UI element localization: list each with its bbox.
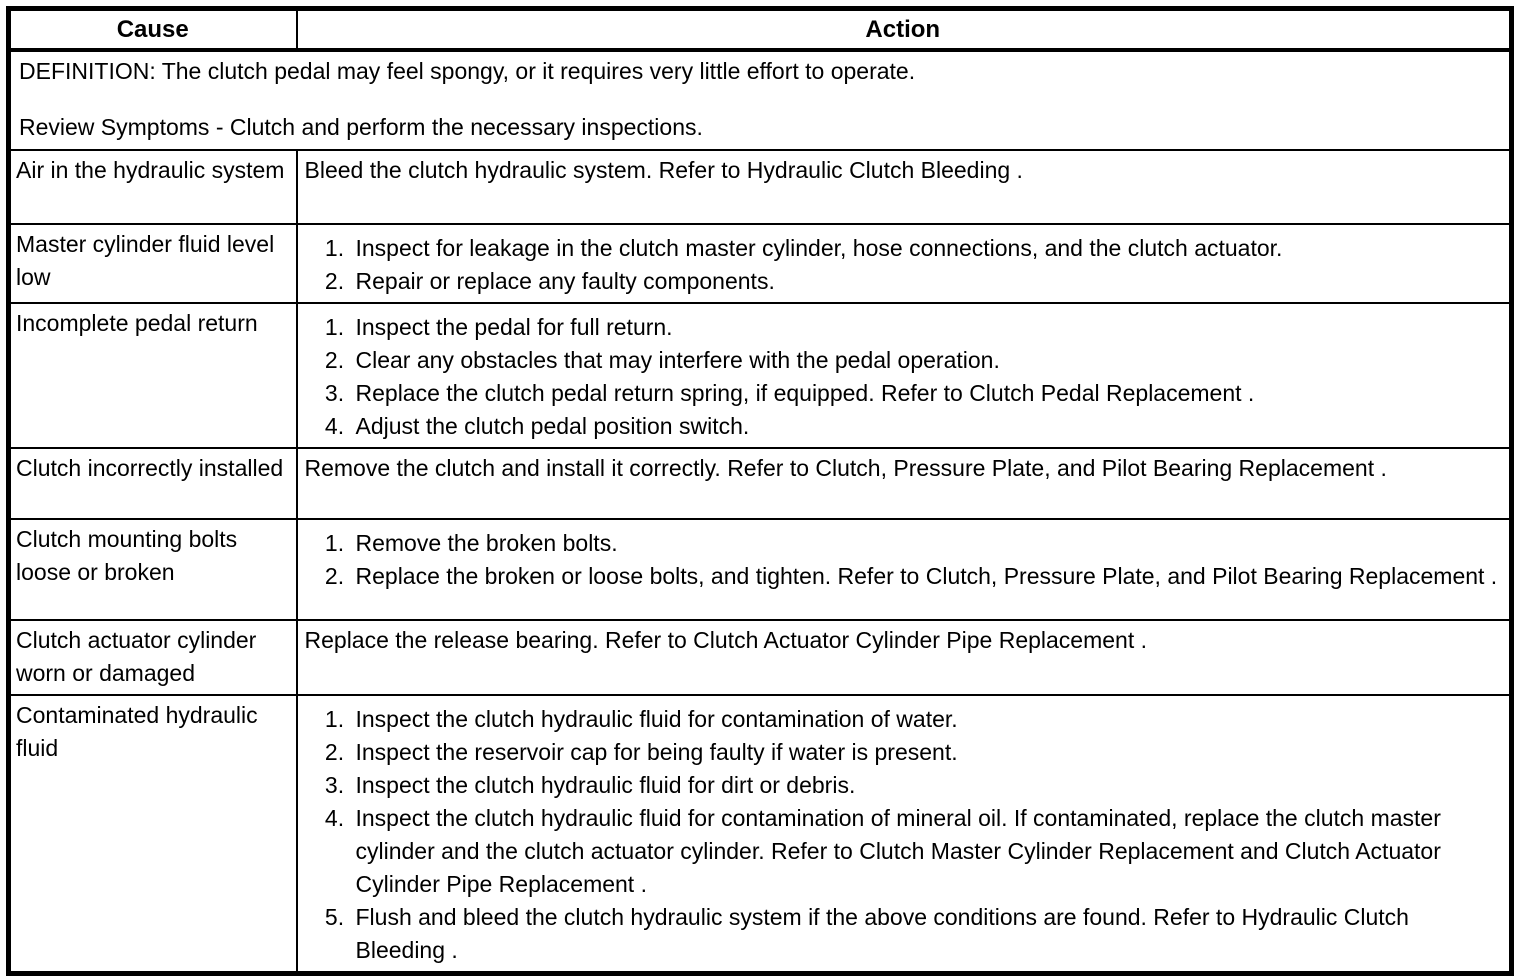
action-step: 2. Inspect the reservoir cap for being faulty if water is present. [351,736,1504,769]
action-step: 4. Adjust the clutch pedal position switch. [351,410,1504,443]
action-cell: Bleed the clutch hydraulic system. Refer to Hydraulic Clutch Bleeding . [297,150,1512,224]
cause-cell: Clutch incorrectly installed [9,448,297,519]
cause-cell: Air in the hydraulic system [9,150,297,224]
action-step: 1. Inspect for leakage in the clutch master cylinder, hose connections, and the clutch actuator. [351,232,1504,265]
table-row [9,519,1512,620]
table-header-row [9,9,1512,51]
action-steps-list [303,699,1504,967]
action-cell: Remove the clutch and install it correctly. Refer to Clutch, Pressure Plate, and Pilot Bearing Replacement . [297,448,1512,519]
table-row [9,303,1512,448]
action-step: 3. Inspect the clutch hydraulic fluid for dirt or debris. [351,769,1504,802]
action-cell: Replace the release bearing. Refer to Clutch Actuator Cylinder Pipe Replacement . [297,620,1512,695]
action-step: 5. Flush and bleed the clutch hydraulic system if the above conditions are found. Refer to Hydraulic Clutch Bleeding . [351,901,1504,967]
action-step: 2. Clear any obstacles that may interfere with the pedal operation. [351,344,1504,377]
definition-cell [9,50,1512,150]
action-cell [297,224,1512,303]
action-column-header: Action [297,9,1512,51]
action-step: 1. Inspect the pedal for full return. [351,311,1504,344]
action-step: 3. Replace the clutch pedal return spring, if equipped. Refer to Clutch Pedal Replacement . [351,377,1504,410]
review-symptoms-text: Review Symptoms - Clutch and perform the necessary inspections. [19,114,703,140]
action-steps-list [303,228,1504,298]
action-step: 1. Remove the broken bolts. [351,527,1504,560]
action-cell [297,303,1512,448]
action-cell [297,695,1512,974]
cause-cell: Clutch actuator cylinder worn or damaged [9,620,297,695]
action-steps-list [303,307,1504,443]
definition-row [9,50,1512,150]
action-step: 4. Inspect the clutch hydraulic fluid for contamination of mineral oil. If contaminated, replace the clutch master cylinder and the clutch actuator cylinder. Refer to Clutch Master Cylinder Replacement and Clutch Actuator Cylinder Pipe Replacement . [351,802,1504,901]
cause-cell: Incomplete pedal return [9,303,297,448]
definition-text: DEFINITION: The clutch pedal may feel spongy, or it requires very little effort to operate. [19,58,916,84]
cause-action-table [6,6,1514,976]
action-step: 1. Inspect the clutch hydraulic fluid for contamination of water. [351,703,1504,736]
action-steps-list [303,523,1504,593]
table-row [9,620,1512,695]
action-cell [297,519,1512,620]
cause-cell: Clutch mounting bolts loose or broken [9,519,297,620]
table-row [9,150,1512,224]
action-step: 2. Repair or replace any faulty components. [351,265,1504,298]
table-row [9,695,1512,974]
cause-cell: Master cylinder fluid level low [9,224,297,303]
cause-cell: Contaminated hydraulic fluid [9,695,297,974]
action-step: 2. Replace the broken or loose bolts, and tighten. Refer to Clutch, Pressure Plate, and Pilot Bearing Replacement . [351,560,1504,593]
table-row [9,448,1512,519]
table-row [9,224,1512,303]
cause-column-header: Cause [9,9,297,51]
